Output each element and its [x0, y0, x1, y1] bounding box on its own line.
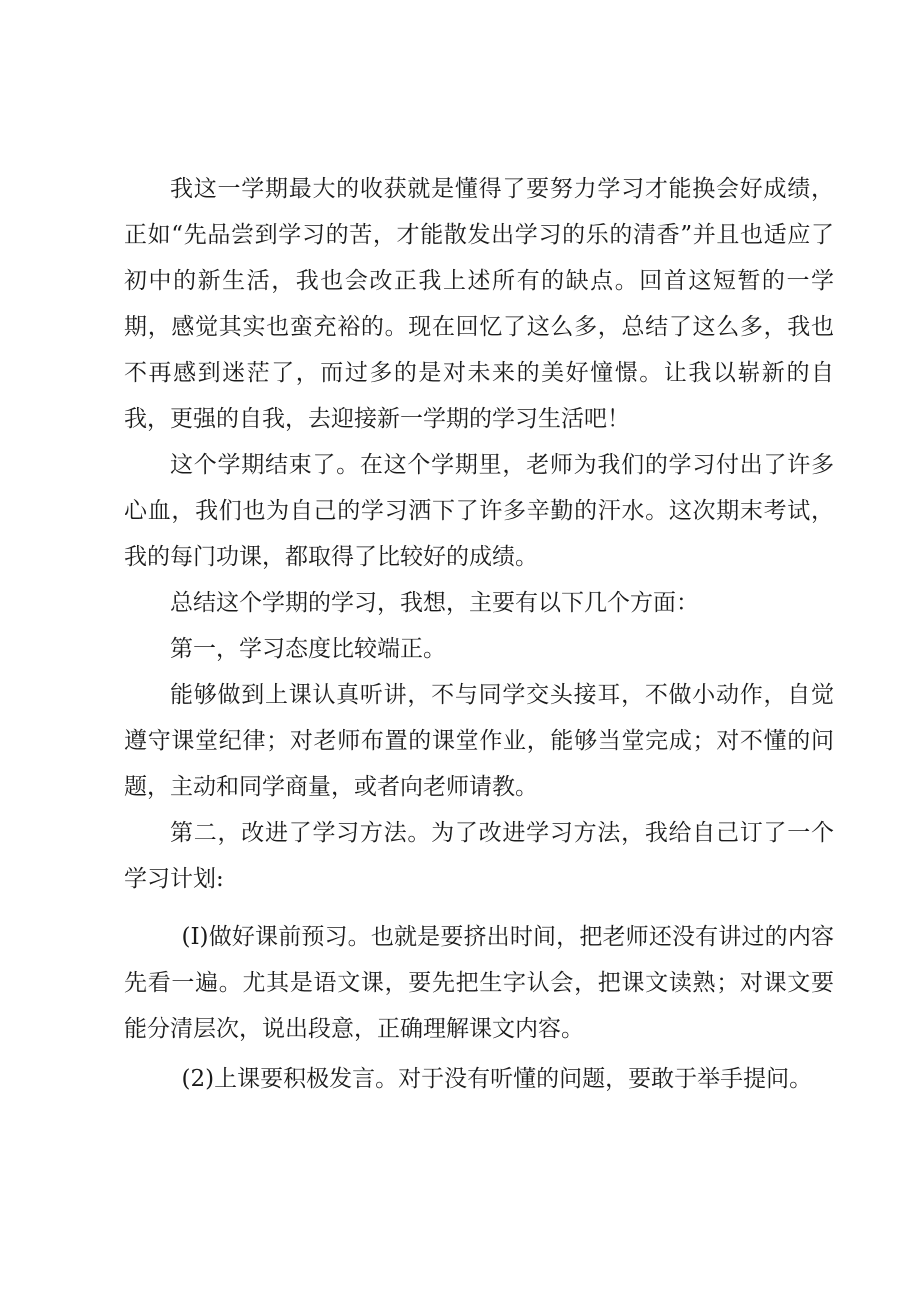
paragraph-summary-intro: 总结这个学期的学习，我想，主要有以下几个方面：: [170, 590, 699, 616]
paragraph-classroom-behavior: 能够做到上课认真听讲，不与同学交头接耳，不做小动作，自觉遵守课堂纪律；对老师布置的课堂作业，能够当堂完成；对不懂的问题，主动和同学商量，或者向老师请教。: [124, 682, 834, 800]
paragraph-harvest: 我这一学期最大的收获就是懂得了要努力学习才能换会好成绩，正如“先品尝到学习的苦，才能散发出学习的乐的清香”并且也适应了初中的新生活，我也会改正我上述所有的缺点。回首这短暂的一学期，感觉其实也蛮充裕的。现在回忆了这么多，总结了这么多，我也不再感到迷茫了，而过多的是对未来的美好憧憬。让我以崭新的自我，更强的自我，去迎接新一学期的学习生活吧！: [124, 176, 834, 432]
paragraph-point-two: 第二，改进了学习方法。为了改进学习方法，我给自己订了一个学习计划:: [124, 820, 834, 892]
list-item-preview: (I)做好课前预习。也就是要挤出时间，把老师还没有讲过的内容先看一遍。尤其是语文课，要先把生字认会，把课文读熟；对课文要能分清层次，说出段意，正确理解课文内容。: [124, 924, 834, 1042]
paragraph-point-one: 第一，学习态度比较端正。: [170, 636, 446, 662]
document-body: [124, 166, 834, 1102]
paragraph-semester-end: 这个学期结束了。在这个学期里，老师为我们的学习付出了许多心血，我们也为自己的学习洒下了许多辛勤的汗水。这次期末考试，我的每门功课，都取得了比较好的成绩。: [124, 452, 834, 570]
list-item-speak-up: (2)上课要积极发言。对于没有听懂的问题，要敢于举手提问。: [181, 1066, 813, 1092]
